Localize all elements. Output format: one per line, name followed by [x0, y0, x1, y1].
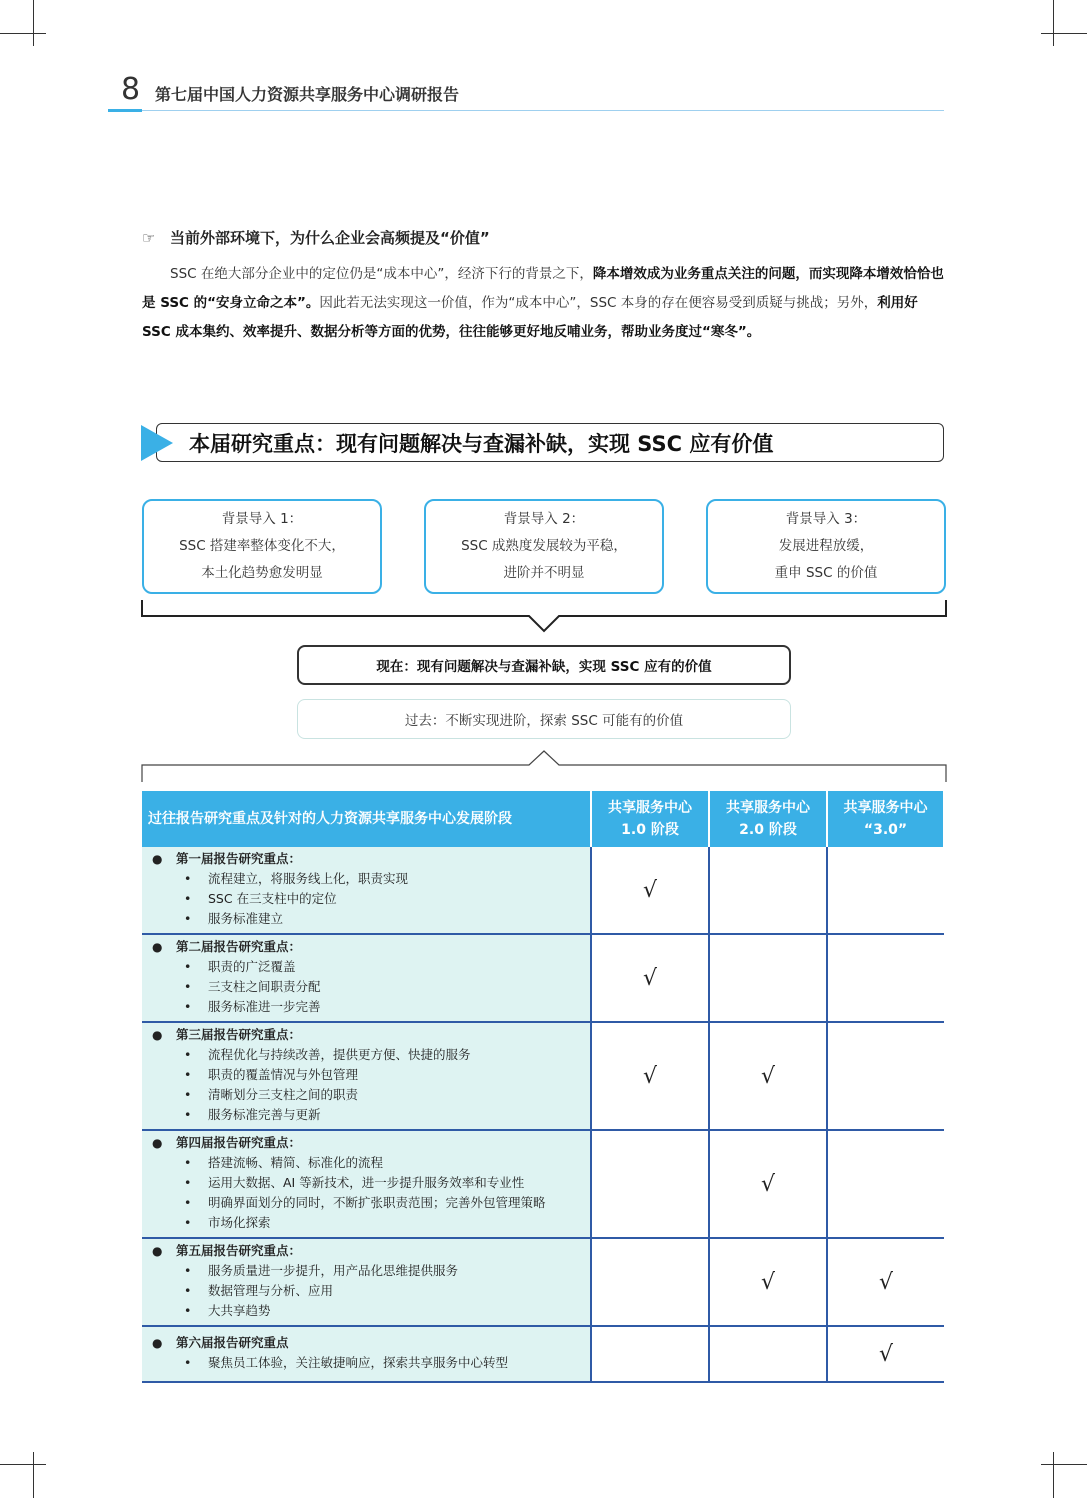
list-item	[148, 977, 586, 997]
check-icon: √	[642, 1063, 658, 1089]
header-stage-1-line2: 1.0 阶段	[621, 822, 679, 838]
list-item-text: 聚焦员工体验，关注敏捷响应，探索共享服务中心转型	[208, 1355, 509, 1370]
check-icon: √	[642, 965, 658, 991]
sub-bullet-icon: •	[184, 1175, 192, 1190]
list-item-text: 数据管理与分析、应用	[208, 1283, 334, 1298]
sub-bullet-icon: •	[184, 999, 192, 1014]
row-title-text: 第五届报告研究重点：	[176, 1243, 302, 1258]
stage-3-cell	[827, 847, 944, 934]
report-title: 第七届中国人力资源共享服务中心调研报告	[155, 85, 460, 104]
list-item-text: SSC 在三支柱中的定位	[208, 891, 337, 906]
list-item	[148, 1261, 586, 1281]
background-title: 背景导入 1：	[221, 511, 303, 527]
list-item	[148, 1045, 586, 1065]
header-stage-2	[709, 791, 827, 847]
stage-1-cell	[591, 847, 709, 934]
list-item-text: 流程优化与持续改善，提供更方便、快捷的服务	[208, 1047, 471, 1062]
row-title	[148, 1241, 586, 1261]
sub-bullet-icon: •	[184, 1067, 192, 1082]
stage-3-cell	[827, 1130, 944, 1238]
paragraph-text-1: SSC 在绝大部分企业中的定位仍是“成本中心”，经济下行的背景之下，	[170, 266, 593, 282]
sub-bullet-icon: •	[184, 979, 192, 994]
list-item-text: 流程建立，将服务线上化，职责实现	[208, 871, 409, 886]
header-stage-1	[591, 791, 709, 847]
list-item	[148, 1213, 586, 1233]
header-stage-3-line1: 共享服务中心	[843, 800, 928, 816]
check-icon: √	[760, 1269, 776, 1295]
stage-table	[142, 791, 945, 1383]
background-line: 本土化趋势愈发明显	[201, 565, 323, 581]
list-item-text: 服务标准建立	[208, 911, 284, 926]
sub-bullet-icon: •	[184, 1195, 192, 1210]
stage-1-cell	[591, 1022, 709, 1130]
bullet-icon: ●	[152, 1136, 163, 1150]
paragraph-text-2: 因此若无法实现这一价值，作为“成本中心”，SSC 本身的存在便容易受到质疑与挑战；另外，	[319, 295, 878, 311]
crop-mark-tl-h	[0, 33, 46, 34]
stage-2-cell	[709, 847, 827, 934]
section-question: 当前外部环境下，为什么企业会高频提及“价值”	[170, 229, 490, 247]
focus-cell	[142, 934, 591, 1022]
list-item-text: 清晰划分三支柱之间的职责	[208, 1087, 359, 1102]
list-item	[148, 909, 586, 929]
list-item-text: 服务质量进一步提升，用产品化思维提供服务	[208, 1263, 459, 1278]
bullet-icon: ●	[152, 1244, 163, 1258]
bracket-up	[140, 748, 950, 784]
paragraph-bold-2: 利用好 SSC 成本集约、效率提升、数据分析等方面的优势，往往能够更好地反哺业务，帮助业务度过“寒冬”。	[142, 295, 918, 340]
list-item-text: 三支柱之间职责分配	[208, 979, 321, 994]
header-stage-2-line2: 2.0 阶段	[739, 822, 797, 838]
check-icon: √	[760, 1171, 776, 1197]
stage-1-cell	[591, 1326, 709, 1382]
sub-bullet-icon: •	[184, 1355, 192, 1370]
row-title-text: 第四届报告研究重点：	[176, 1135, 302, 1150]
bullet-icon: ●	[152, 1028, 163, 1042]
pointing-hand-icon: ☞	[142, 229, 156, 247]
row-title-text: 第二届报告研究重点：	[176, 939, 302, 954]
stage-3-cell	[827, 934, 944, 1022]
row-title-text: 第六届报告研究重点	[176, 1335, 289, 1350]
background-box-2	[424, 499, 664, 594]
focus-cell	[142, 1326, 591, 1382]
stage-3-cell	[827, 1326, 944, 1382]
stage-2-cell	[709, 934, 827, 1022]
crop-mark-bl-h	[0, 1464, 46, 1465]
header-stage-3	[827, 791, 944, 847]
background-line: 进阶并不明显	[503, 565, 585, 581]
list-item	[148, 1353, 586, 1373]
row-title	[148, 849, 586, 869]
background-line: 发展进程放缓，	[778, 538, 874, 554]
background-line: SSC 搭建率整体变化不大，	[179, 538, 345, 554]
list-item-text: 市场化探索	[208, 1215, 271, 1230]
sub-bullet-icon: •	[184, 871, 192, 886]
list-item	[148, 1173, 586, 1193]
header-stage-1-line1: 共享服务中心	[608, 800, 692, 816]
page-number: 8	[121, 72, 141, 107]
sub-bullet-icon: •	[184, 911, 192, 926]
crop-mark-tr-v	[1053, 0, 1054, 46]
sub-bullet-icon: •	[184, 1215, 192, 1230]
focus-cell	[142, 1238, 591, 1326]
bullet-icon: ●	[152, 1336, 163, 1350]
row-title	[148, 1133, 586, 1153]
focus-banner-title: 本届研究重点：现有问题解决与查漏补缺，实现 SSC 应有价值	[189, 432, 774, 456]
focus-cell	[142, 1022, 591, 1130]
body-paragraph	[142, 260, 946, 347]
crop-mark-br-v	[1053, 1452, 1054, 1498]
row-title	[148, 1025, 586, 1045]
list-item-text: 运用大数据、AI 等新技术，进一步提升服务效率和专业性	[208, 1175, 525, 1190]
stage-2-cell	[709, 1022, 827, 1130]
table-row	[142, 847, 944, 934]
list-item	[148, 957, 586, 977]
stage-3-cell	[827, 1238, 944, 1326]
bullet-icon: ●	[152, 852, 163, 866]
list-item	[148, 1085, 586, 1105]
background-title: 背景导入 3：	[785, 511, 867, 527]
sub-bullet-icon: •	[184, 1047, 192, 1062]
stage-1-cell	[591, 1238, 709, 1326]
table-row	[142, 1130, 944, 1238]
list-item	[148, 1065, 586, 1085]
list-item	[148, 1301, 586, 1321]
table-row	[142, 1326, 944, 1382]
list-item	[148, 889, 586, 909]
list-item-text: 职责的广泛覆盖	[208, 959, 296, 974]
stage-2-cell	[709, 1326, 827, 1382]
list-item	[148, 1193, 586, 1213]
sub-bullet-icon: •	[184, 959, 192, 974]
focus-cell	[142, 1130, 591, 1238]
check-icon: √	[878, 1269, 894, 1295]
stage-3-cell	[827, 1022, 944, 1130]
crop-mark-tl-v	[33, 0, 34, 46]
past-box: 过去：不断实现进阶，探索 SSC 可能有的价值	[297, 699, 791, 739]
focus-cell	[142, 847, 591, 934]
list-item-text: 明确界面划分的同时，不断扩张职责范围；完善外包管理策略	[208, 1195, 546, 1210]
sub-bullet-icon: •	[184, 1087, 192, 1102]
sub-bullet-icon: •	[184, 1155, 192, 1170]
crop-mark-tr-h	[1041, 33, 1087, 34]
row-title-text: 第一届报告研究重点：	[176, 851, 302, 866]
stage-2-cell	[709, 1130, 827, 1238]
now-box: 现在：现有问题解决与查漏补缺，实现 SSC 应有的价值	[297, 645, 791, 685]
header-accent	[108, 109, 142, 112]
bullet-icon: ●	[152, 940, 163, 954]
background-box-3	[706, 499, 946, 594]
list-item-text: 搭建流畅、精简、标准化的流程	[208, 1155, 384, 1170]
stage-1-cell	[591, 934, 709, 1022]
check-icon: √	[760, 1063, 776, 1089]
sub-bullet-icon: •	[184, 1283, 192, 1298]
row-title	[148, 1333, 586, 1353]
header-focus: 过往报告研究重点及针对的人力资源共享服务中心发展阶段	[142, 791, 591, 847]
sub-bullet-icon: •	[184, 1263, 192, 1278]
sub-bullet-icon: •	[184, 1107, 192, 1122]
crop-mark-bl-v	[33, 1452, 34, 1498]
background-line: 重申 SSC 的价值	[774, 565, 878, 581]
table-row	[142, 1022, 944, 1130]
row-title-text: 第三届报告研究重点：	[176, 1027, 302, 1042]
crop-mark-br-h	[1041, 1464, 1087, 1465]
check-icon: √	[642, 877, 658, 903]
sub-bullet-icon: •	[184, 891, 192, 906]
table-row	[142, 934, 944, 1022]
sub-bullet-icon: •	[184, 1303, 192, 1318]
list-item	[148, 1105, 586, 1125]
list-item	[148, 1281, 586, 1301]
header-stage-3-line2: “3.0”	[863, 822, 908, 838]
table-row	[142, 1238, 944, 1326]
header-stage-2-line1: 共享服务中心	[726, 800, 810, 816]
paragraph-bold-1: 降本增效成为业务重点关注的问题，而实现降本增效恰恰也是 SSC 的“安身立命之本”。	[142, 266, 944, 311]
list-item	[148, 869, 586, 889]
list-item	[148, 1153, 586, 1173]
list-item-text: 服务标准完善与更新	[208, 1107, 321, 1122]
row-title	[148, 937, 586, 957]
list-item-text: 大共享趋势	[208, 1303, 271, 1318]
stage-2-cell	[709, 1238, 827, 1326]
list-item	[148, 997, 586, 1017]
list-item-text: 服务标准进一步完善	[208, 999, 321, 1014]
bracket-down	[140, 598, 950, 636]
background-line: SSC 成熟度发展较为平稳，	[461, 538, 627, 554]
header-divider	[108, 110, 944, 111]
stage-1-cell	[591, 1130, 709, 1238]
list-item-text: 职责的覆盖情况与外包管理	[208, 1067, 359, 1082]
triangle-arrow-icon	[141, 425, 173, 461]
background-box-1	[142, 499, 382, 594]
background-title: 背景导入 2：	[503, 511, 585, 527]
check-icon: √	[878, 1341, 894, 1367]
